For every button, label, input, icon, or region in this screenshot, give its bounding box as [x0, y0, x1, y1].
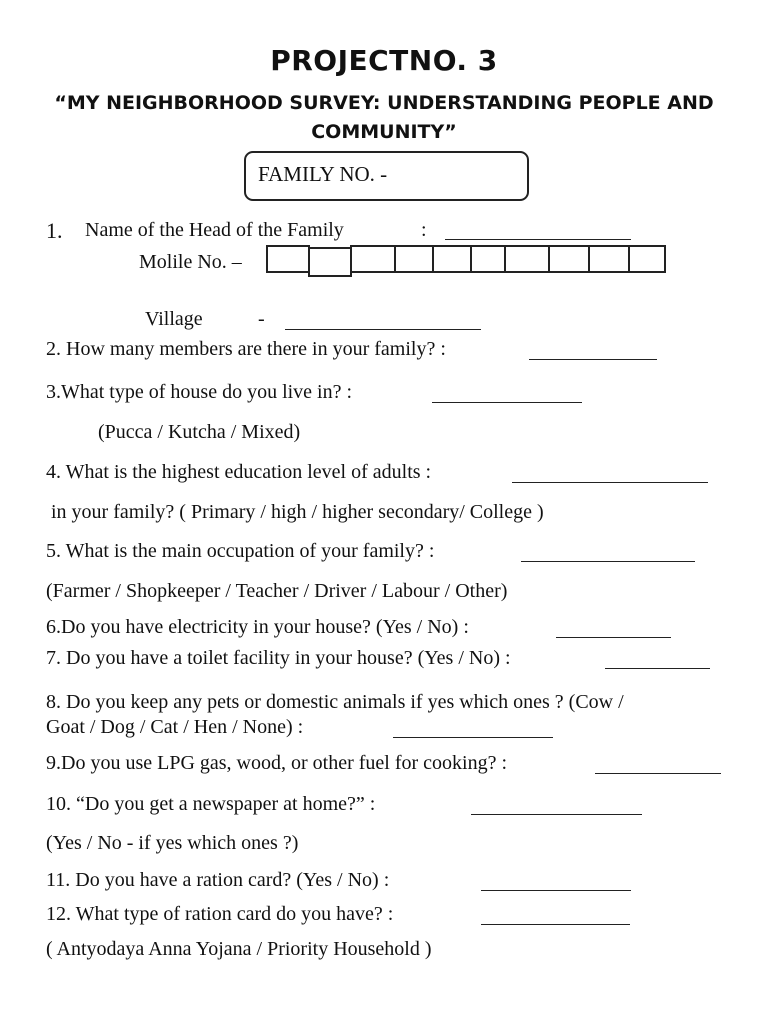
mobile-digit-box[interactable] — [628, 245, 666, 273]
pets-field[interactable] — [393, 719, 553, 738]
house-type-field[interactable] — [432, 384, 582, 403]
question-3-options: (Pucca / Kutcha / Mixed) — [98, 421, 301, 443]
question-5-label: 5. What is the main occupation of your family? : — [46, 540, 435, 562]
mobile-digit-box[interactable] — [548, 245, 590, 273]
question-1-number: 1. — [46, 218, 63, 243]
family-number-box — [244, 151, 529, 201]
mobile-digit-box[interactable] — [470, 245, 506, 273]
toilet-field[interactable] — [605, 650, 710, 669]
question-9-label: 9.Do you use LPG gas, wood, or other fuel for cooking? : — [46, 752, 508, 774]
ration-card-type-field[interactable] — [481, 906, 630, 925]
family-number-label: FAMILY NO. - — [258, 162, 388, 186]
head-name-field[interactable] — [445, 221, 631, 240]
family-members-field[interactable] — [529, 341, 657, 360]
question-8-line-1: 8. Do you keep any pets or domestic animals if yes which ones ? (Cow / — [46, 691, 624, 713]
mobile-digit-box[interactable] — [394, 245, 434, 273]
ration-card-field[interactable] — [481, 872, 631, 891]
mobile-digit-box[interactable] — [588, 245, 630, 273]
mobile-digit-box[interactable] — [266, 245, 310, 273]
mobile-label: Molile No. – — [139, 251, 242, 273]
question-5-options: (Farmer / Shopkeeper / Teacher / Driver / Labour / Other) — [46, 580, 508, 602]
mobile-digit-box[interactable] — [432, 245, 472, 273]
question-12-options: ( Antyodaya Anna Yojana / Priority Household ) — [46, 938, 432, 960]
newspaper-field[interactable] — [471, 796, 642, 815]
question-12-label: 12. What type of ration card do you have? : — [46, 903, 394, 925]
village-dash: - — [258, 308, 265, 330]
mobile-digit-box[interactable] — [504, 245, 550, 273]
mobile-digit-box[interactable] — [350, 245, 396, 273]
electricity-field[interactable] — [556, 619, 671, 638]
mobile-digit-box[interactable] — [308, 247, 352, 277]
occupation-field[interactable] — [521, 543, 695, 562]
question-10-label: 10. “Do you get a newspaper at home?” : — [46, 793, 376, 815]
question-7-label: 7. Do you have a toilet facility in your house? (Yes / No) : — [46, 647, 511, 669]
village-field[interactable] — [285, 311, 481, 330]
question-4-options: in your family? ( Primary / high / higher secondary/ College ) — [51, 501, 544, 523]
question-11-label: 11. Do you have a ration card? (Yes / No) : — [46, 869, 390, 891]
question-10-options: (Yes / No - if yes which ones ?) — [46, 832, 299, 854]
fuel-field[interactable] — [595, 755, 721, 774]
question-8-line-2: Goat / Dog / Cat / Hen / None) : — [46, 716, 304, 738]
survey-subtitle: “MY NEIGHBORHOOD SURVEY: UNDERSTANDING PEOPLE AND COMMUNITY” — [54, 92, 714, 143]
question-1-label: Name of the Head of the Family — [85, 219, 344, 241]
question-6-label: 6.Do you have electricity in your house? (Yes / No) : — [46, 616, 469, 638]
page-title: PROJECTNO. 3 — [270, 44, 498, 77]
question-3-label: 3.What type of house do you live in? : — [46, 381, 353, 403]
question-2-label: 2. How many members are there in your family? : — [46, 338, 446, 360]
question-4-label: 4. What is the highest education level of adults : — [46, 461, 432, 483]
education-field[interactable] — [512, 464, 708, 483]
question-1-colon: : — [421, 219, 427, 241]
village-label: Village — [145, 308, 203, 330]
